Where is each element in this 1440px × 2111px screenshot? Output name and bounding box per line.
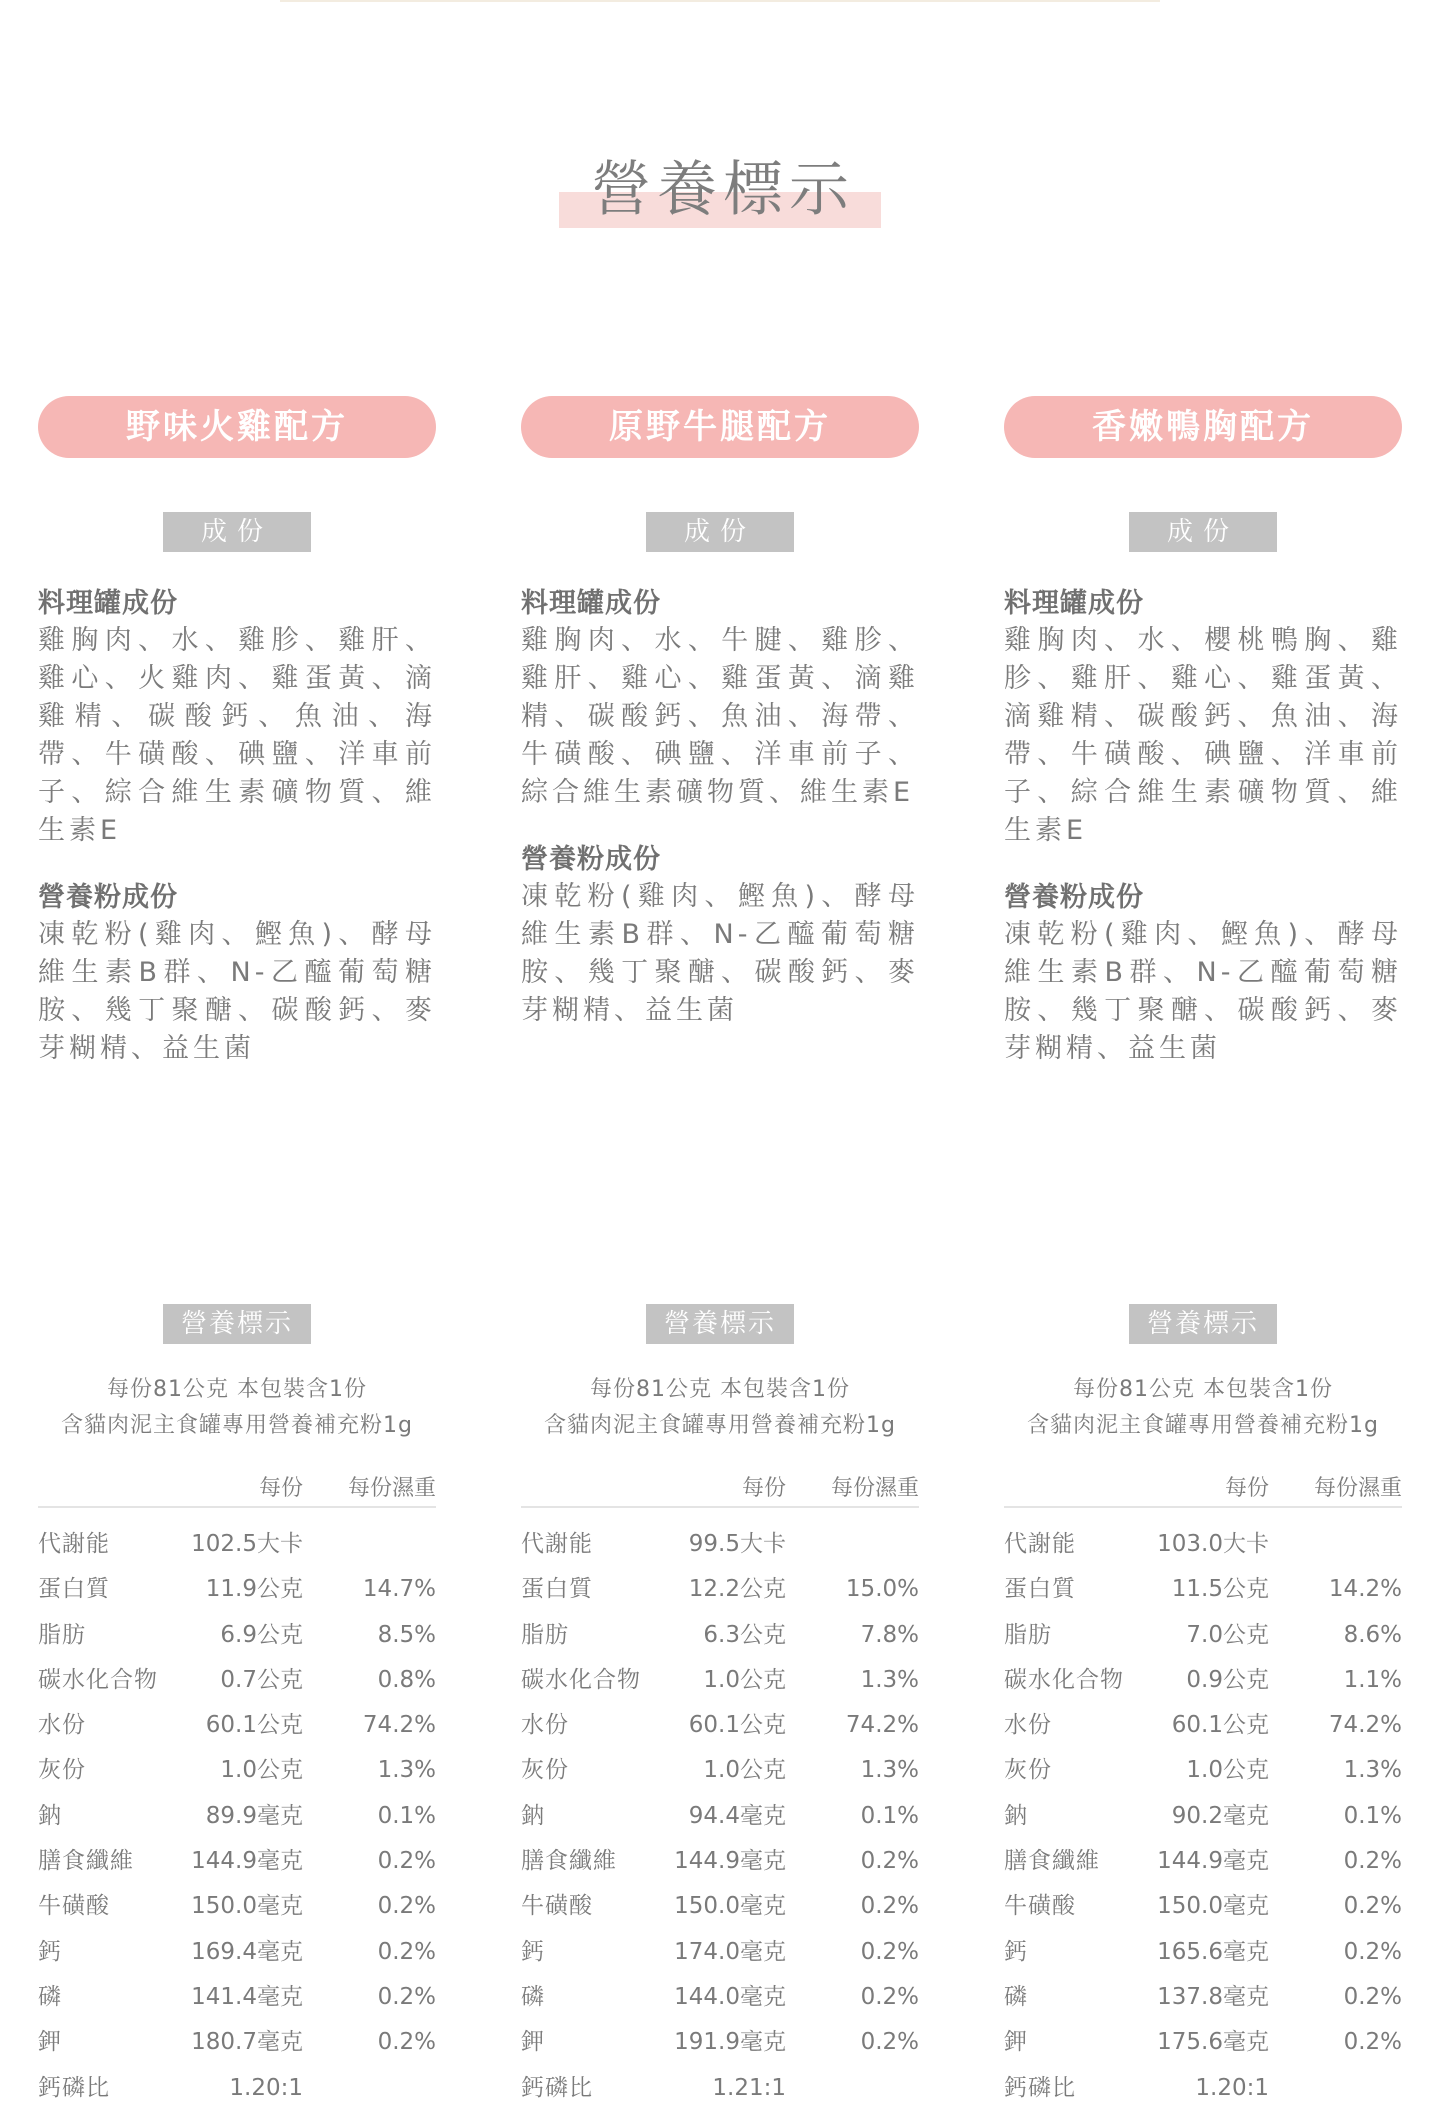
- nutrient-name: 灰份: [38, 1757, 86, 1784]
- per-serving-value: 137.8毫克: [1157, 1983, 1269, 2010]
- nutrition-row: [521, 1794, 919, 1839]
- nutrition-row: [521, 1703, 919, 1748]
- wet-weight-percent: 0.2%: [1343, 2029, 1402, 2056]
- nutrition-table: [38, 1522, 436, 2111]
- wet-weight-percent: 0.2%: [377, 1893, 436, 1920]
- formula-columns: [38, 396, 1402, 2111]
- per-serving-value: 60.1公克: [1171, 1712, 1269, 1739]
- serving-info: [1004, 1372, 1402, 1444]
- nutrient-name: 灰份: [1004, 1757, 1052, 1784]
- header-per-serving: 每份: [258, 1476, 303, 1501]
- header-wet-weight: 每份濕重: [347, 1476, 436, 1501]
- per-serving-value: 0.9公克: [1186, 1666, 1269, 1693]
- wet-weight-percent: [303, 1522, 436, 1567]
- nutrient-name: 脂肪: [1004, 1621, 1052, 1648]
- serving-size: 每份81公克 本包裝含1份: [107, 1377, 367, 1402]
- nutrient-name: 牛磺酸: [1004, 1893, 1076, 1920]
- wet-weight-percent: [1269, 1522, 1402, 1567]
- nutrient-name: 鈉: [1004, 1802, 1028, 1829]
- nutrient-name: 代謝能: [38, 1531, 110, 1557]
- wet-weight-percent: 8.6%: [1343, 1621, 1402, 1648]
- per-serving-value: 11.5公克: [1171, 1576, 1269, 1603]
- powder-ingredients: [521, 842, 919, 1030]
- nutrition-row: [38, 1975, 436, 2020]
- per-serving-value: 1.0公克: [703, 1666, 786, 1693]
- nutrition-row: [1004, 1975, 1402, 2020]
- nutrient-name: 鈣磷比: [38, 2074, 110, 2101]
- per-serving-value: 175.6毫克: [1157, 2029, 1269, 2056]
- nutrition-row: [38, 1522, 436, 1567]
- per-serving-value: 150.0毫克: [191, 1893, 303, 1920]
- per-serving-value: 144.9毫克: [191, 1848, 303, 1875]
- wet-weight-percent: 8.5%: [377, 1621, 436, 1648]
- can-ingredients: [521, 586, 919, 812]
- per-serving-value: 169.4毫克: [191, 1938, 303, 1965]
- wet-weight-percent: 1.3%: [860, 1757, 919, 1784]
- wet-weight-percent: 0.2%: [860, 1848, 919, 1875]
- per-serving-value: 1.20:1: [1195, 2074, 1269, 2101]
- wet-weight-percent: 0.2%: [1343, 1938, 1402, 1965]
- wet-weight-percent: 74.2%: [845, 1712, 919, 1739]
- nutrition-row: [521, 1567, 919, 1612]
- nutrition-row: [38, 1839, 436, 1884]
- top-divider-line: [280, 0, 1160, 2]
- powder-ingredients: [1004, 880, 1402, 1068]
- nutrient-name: 膳食纖維: [521, 1848, 617, 1875]
- wet-weight-percent: 1.3%: [860, 1666, 919, 1693]
- can-ingredients-title: 料理罐成份: [38, 588, 178, 619]
- nutrient-name: 膳食纖維: [1004, 1848, 1100, 1875]
- per-serving-value: 144.9毫克: [674, 1848, 786, 1875]
- per-serving-value: 12.2公克: [688, 1576, 786, 1603]
- nutrition-row: [38, 1794, 436, 1839]
- per-serving-value: 141.4毫克: [191, 1983, 303, 2010]
- nutrient-name: 代謝能: [1004, 1531, 1076, 1557]
- wet-weight-percent: 74.2%: [362, 1712, 436, 1739]
- ingredients-label: 成份: [163, 512, 311, 552]
- can-ingredients-text: 雞胸肉、水、雞胗、雞肝、雞心、火雞肉、雞蛋黃、滴雞精、碳酸鈣、魚油、海帶、牛磺酸、碘鹽、洋車前子、綜合維生素礦物質、維生素E: [38, 625, 436, 846]
- page-title-text: 營養標示: [591, 155, 855, 225]
- per-serving-value: 1.0公克: [1186, 1757, 1269, 1784]
- formula-column: [1004, 396, 1402, 2111]
- wet-weight-percent: 14.7%: [362, 1576, 436, 1603]
- per-serving-value: 144.9毫克: [1157, 1848, 1269, 1875]
- nutrition-row: [521, 1613, 919, 1658]
- powder-ingredients-title: 營養粉成份: [38, 882, 178, 913]
- powder-ingredients-text: 凍乾粉(雞肉、鰹魚)、酵母維生素B群、N-乙醯葡萄糖胺、幾丁聚醣、碳酸鈣、麥芽糊精、益生菌: [38, 919, 436, 1064]
- nutrition-row: [521, 1522, 919, 1567]
- formula-column: [521, 396, 919, 2111]
- nutrient-name: 水份: [38, 1712, 86, 1739]
- nutrition-row: [38, 1613, 436, 1658]
- wet-weight-percent: 0.2%: [1343, 1983, 1402, 2010]
- wet-weight-percent: 1.3%: [1343, 1757, 1402, 1784]
- wet-weight-percent: [786, 2066, 919, 2111]
- formula-column: [38, 396, 436, 2111]
- wet-weight-percent: 14.2%: [1328, 1576, 1402, 1603]
- powder-ingredients-text: 凍乾粉(雞肉、鰹魚)、酵母維生素B群、N-乙醯葡萄糖胺、幾丁聚醣、碳酸鈣、麥芽糊精、益生菌: [521, 881, 919, 1026]
- nutrition-row: [38, 2066, 436, 2111]
- wet-weight-percent: 1.3%: [377, 1757, 436, 1784]
- wet-weight-percent: 0.1%: [377, 1802, 436, 1829]
- nutrition-row: [521, 1975, 919, 2020]
- per-serving-value: 1.20:1: [229, 2074, 303, 2101]
- powder-ingredients: [38, 880, 436, 1068]
- per-serving-value: 191.9毫克: [674, 2029, 786, 2056]
- nutrient-name: 鈣: [1004, 1938, 1028, 1965]
- per-serving-value: 150.0毫克: [674, 1893, 786, 1920]
- wet-weight-percent: 0.2%: [377, 1938, 436, 1965]
- nutrient-name: 鉀: [521, 2029, 545, 2056]
- serving-size: 每份81公克 本包裝含1份: [590, 1377, 850, 1402]
- per-serving-value: 94.4毫克: [688, 1802, 786, 1829]
- per-serving-value: 150.0毫克: [1157, 1893, 1269, 1920]
- per-serving-value: 60.1公克: [688, 1712, 786, 1739]
- nutrition-row: [1004, 1658, 1402, 1703]
- nutrition-row: [1004, 1930, 1402, 1975]
- can-ingredients-title: 料理罐成份: [521, 588, 661, 619]
- nutrient-name: 水份: [1004, 1712, 1052, 1739]
- ingredients-section: [1004, 586, 1402, 1304]
- per-serving-value: 89.9毫克: [205, 1802, 303, 1829]
- nutrient-name: 蛋白質: [1004, 1576, 1076, 1603]
- nutrition-row: [38, 2020, 436, 2065]
- nutrient-name: 灰份: [521, 1757, 569, 1784]
- powder-ingredients-text: 凍乾粉(雞肉、鰹魚)、酵母維生素B群、N-乙醯葡萄糖胺、幾丁聚醣、碳酸鈣、麥芽糊精、益生菌: [1004, 919, 1402, 1064]
- nutrient-name: 鈉: [38, 1802, 62, 1829]
- wet-weight-percent: 0.2%: [377, 2029, 436, 2056]
- nutrition-row: [521, 1884, 919, 1929]
- serving-note: 含貓肉泥主食罐專用營養補充粉1g: [61, 1413, 413, 1438]
- per-serving-value: 11.9公克: [205, 1576, 303, 1603]
- header-blank: [1004, 1470, 1164, 1506]
- nutrient-name: 碳水化合物: [38, 1666, 158, 1693]
- wet-weight-percent: 1.1%: [1343, 1666, 1402, 1693]
- can-ingredients: [38, 586, 436, 850]
- wet-weight-percent: 0.2%: [860, 2029, 919, 2056]
- per-serving-value: 0.7公克: [220, 1666, 303, 1693]
- formula-name-badge: 野味火雞配方: [38, 396, 436, 458]
- wet-weight-percent: [303, 2066, 436, 2111]
- header-wet-weight: 每份濕重: [830, 1476, 919, 1501]
- header-blank: [38, 1470, 198, 1506]
- nutrient-name: 磷: [38, 1983, 62, 2010]
- nutrition-row: [38, 1658, 436, 1703]
- wet-weight-percent: 0.8%: [377, 1666, 436, 1693]
- nutrition-row: [1004, 1522, 1402, 1567]
- nutrition-row: [38, 1703, 436, 1748]
- header-wet-weight: 每份濕重: [1313, 1476, 1402, 1501]
- serving-note: 含貓肉泥主食罐專用營養補充粉1g: [1027, 1413, 1379, 1438]
- wet-weight-percent: 0.2%: [860, 1893, 919, 1920]
- nutrient-name: 脂肪: [38, 1621, 86, 1648]
- per-serving-value: 165.6毫克: [1157, 1938, 1269, 1965]
- nutrition-row: [521, 1658, 919, 1703]
- per-serving-value: 174.0毫克: [674, 1938, 786, 1965]
- per-serving-value: 102.5大卡: [191, 1531, 303, 1557]
- ingredients-label: 成份: [1129, 512, 1277, 552]
- nutrition-label: 營養標示: [163, 1304, 311, 1344]
- nutrient-name: 鈉: [521, 1802, 545, 1829]
- wet-weight-percent: [1269, 2066, 1402, 2111]
- per-serving-value: 180.7毫克: [191, 2029, 303, 2056]
- per-serving-value: 6.3公克: [703, 1621, 786, 1648]
- nutrient-name: 碳水化合物: [521, 1666, 641, 1693]
- formula-name-badge: 香嫩鴨胸配方: [1004, 396, 1402, 458]
- serving-note: 含貓肉泥主食罐專用營養補充粉1g: [544, 1413, 896, 1438]
- can-ingredients-text: 雞胸肉、水、牛腱、雞胗、雞肝、雞心、雞蛋黃、滴雞精、碳酸鈣、魚油、海帶、牛磺酸、碘鹽、洋車前子、綜合維生素礦物質、維生素E: [521, 625, 919, 808]
- wet-weight-percent: 0.1%: [1343, 1802, 1402, 1829]
- wet-weight-percent: 15.0%: [845, 1576, 919, 1603]
- per-serving-value: 103.0大卡: [1157, 1531, 1269, 1557]
- per-serving-value: 60.1公克: [205, 1712, 303, 1739]
- ingredients-section: [521, 586, 919, 1304]
- nutrient-name: 鉀: [1004, 2029, 1028, 2056]
- nutrition-row: [521, 2066, 919, 2111]
- nutrient-name: 鉀: [38, 2029, 62, 2056]
- nutrition-row: [38, 1567, 436, 1612]
- powder-ingredients-title: 營養粉成份: [1004, 882, 1144, 913]
- nutrient-name: 鈣磷比: [1004, 2074, 1076, 2101]
- nutrient-name: 牛磺酸: [521, 1893, 593, 1920]
- serving-info: [521, 1372, 919, 1444]
- per-serving-value: 99.5大卡: [688, 1531, 786, 1557]
- wet-weight-percent: 0.1%: [860, 1802, 919, 1829]
- nutrition-table-header: [38, 1470, 436, 1508]
- header-per-serving: 每份: [1224, 1476, 1269, 1501]
- wet-weight-percent: 0.2%: [860, 1983, 919, 2010]
- serving-info: [38, 1372, 436, 1444]
- wet-weight-percent: 0.2%: [377, 1983, 436, 2010]
- wet-weight-percent: [786, 1522, 919, 1567]
- nutrient-name: 磷: [521, 1983, 545, 2010]
- wet-weight-percent: 0.2%: [1343, 1848, 1402, 1875]
- wet-weight-percent: 74.2%: [1328, 1712, 1402, 1739]
- header-per-serving: 每份: [741, 1476, 786, 1501]
- formula-name-badge: 原野牛腿配方: [521, 396, 919, 458]
- wet-weight-percent: 0.2%: [860, 1938, 919, 1965]
- wet-weight-percent: 0.2%: [1343, 1893, 1402, 1920]
- nutrition-table-header: [521, 1470, 919, 1508]
- nutrition-row: [521, 1839, 919, 1884]
- nutrition-row: [38, 1930, 436, 1975]
- nutrition-row: [1004, 1794, 1402, 1839]
- can-ingredients-text: 雞胸肉、水、櫻桃鴨胸、雞胗、雞肝、雞心、雞蛋黃、滴雞精、碳酸鈣、魚油、海帶、牛磺酸、碘鹽、洋車前子、綜合維生素礦物質、維生素E: [1004, 625, 1402, 846]
- nutrient-name: 代謝能: [521, 1531, 593, 1557]
- nutrition-row: [521, 2020, 919, 2065]
- nutrition-row: [1004, 1703, 1402, 1748]
- nutrition-row: [1004, 1748, 1402, 1793]
- nutrient-name: 碳水化合物: [1004, 1666, 1124, 1693]
- nutrition-row: [1004, 1839, 1402, 1884]
- per-serving-value: 7.0公克: [1186, 1621, 1269, 1648]
- nutrition-row: [1004, 1613, 1402, 1658]
- nutrition-row: [521, 1748, 919, 1793]
- wet-weight-percent: 0.2%: [377, 1848, 436, 1875]
- serving-size: 每份81公克 本包裝含1份: [1073, 1377, 1333, 1402]
- page-title: [559, 150, 881, 230]
- nutrient-name: 蛋白質: [38, 1576, 110, 1603]
- nutrient-name: 水份: [521, 1712, 569, 1739]
- nutrition-row: [1004, 2066, 1402, 2111]
- per-serving-value: 6.9公克: [220, 1621, 303, 1648]
- nutrient-name: 磷: [1004, 1983, 1028, 2010]
- nutrition-row: [1004, 1567, 1402, 1612]
- header-blank: [521, 1470, 681, 1506]
- nutrition-row: [1004, 1884, 1402, 1929]
- nutrient-name: 脂肪: [521, 1621, 569, 1648]
- can-ingredients: [1004, 586, 1402, 850]
- wet-weight-percent: 7.8%: [860, 1621, 919, 1648]
- nutrient-name: 膳食纖維: [38, 1848, 134, 1875]
- powder-ingredients-title: 營養粉成份: [521, 844, 661, 875]
- per-serving-value: 90.2毫克: [1171, 1802, 1269, 1829]
- nutrition-label: 營養標示: [646, 1304, 794, 1344]
- nutrient-name: 牛磺酸: [38, 1893, 110, 1920]
- can-ingredients-title: 料理罐成份: [1004, 588, 1144, 619]
- nutrient-name: 鈣: [521, 1938, 545, 1965]
- nutrition-row: [38, 1884, 436, 1929]
- per-serving-value: 1.21:1: [712, 2074, 786, 2101]
- per-serving-value: 1.0公克: [220, 1757, 303, 1784]
- nutrition-row: [1004, 2020, 1402, 2065]
- page-header: [0, 150, 1440, 230]
- nutrition-label: 營養標示: [1129, 1304, 1277, 1344]
- ingredients-label: 成份: [646, 512, 794, 552]
- per-serving-value: 144.0毫克: [674, 1983, 786, 2010]
- ingredients-section: [38, 586, 436, 1304]
- nutrition-table: [1004, 1522, 1402, 2111]
- nutrition-table: [521, 1522, 919, 2111]
- nutrition-row: [38, 1748, 436, 1793]
- nutrition-table-header: [1004, 1470, 1402, 1508]
- nutrient-name: 鈣: [38, 1938, 62, 1965]
- per-serving-value: 1.0公克: [703, 1757, 786, 1784]
- nutrient-name: 鈣磷比: [521, 2074, 593, 2101]
- nutrient-name: 蛋白質: [521, 1576, 593, 1603]
- nutrition-row: [521, 1930, 919, 1975]
